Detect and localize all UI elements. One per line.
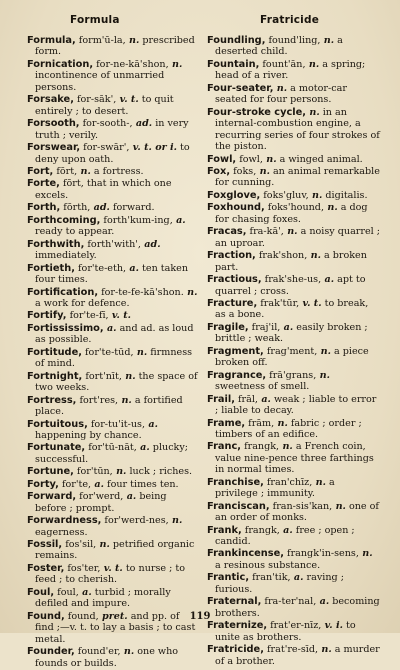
dictionary-entry: [27, 347, 199, 370]
headword: Forty,: [27, 478, 59, 490]
dictionary-entry: [27, 118, 199, 141]
pronunciation: frām,: [245, 417, 275, 429]
dictionary-entry: [27, 419, 199, 442]
headword: Formula,: [27, 35, 76, 46]
headword: Fortification,: [27, 286, 99, 298]
pronunciation: frangk,: [241, 524, 280, 536]
definition: and pp. of find ;—v. t. to lay a basis ; to cast metal.: [35, 610, 196, 645]
dictionary-entry: [207, 394, 380, 417]
headword: Founder,: [27, 646, 75, 658]
part-of-speech: n.: [307, 250, 321, 262]
part-of-speech: v. t.: [299, 297, 322, 309]
dictionary-entry: [27, 587, 199, 610]
headword: Forwardness,: [27, 515, 102, 527]
definition: that in which one excels.: [35, 178, 172, 201]
headword: Forsooth,: [27, 118, 80, 130]
pronunciation: form'ū-la,: [75, 35, 126, 46]
headword: Foundling,: [207, 35, 266, 46]
dictionary-entry: [27, 202, 199, 213]
dictionary-entry: [207, 166, 380, 189]
part-of-speech: a.: [126, 262, 139, 274]
dictionary-entry: [27, 178, 199, 201]
definition: a winged animal.: [276, 153, 363, 165]
pronunciation: fort'res,: [76, 394, 119, 406]
headword: Foster,: [27, 562, 65, 574]
headword: Frank,: [207, 524, 242, 536]
definition: one who founds or builds.: [35, 646, 179, 669]
dictionary-entry: [207, 226, 380, 249]
definition: a broken part.: [215, 250, 367, 273]
part-of-speech: n.: [316, 369, 330, 381]
definition: forward.: [109, 202, 155, 214]
headword: Forward,: [27, 491, 77, 503]
part-of-speech: v. t.: [108, 310, 131, 322]
part-of-speech: n.: [262, 153, 277, 165]
pronunciation: fran-sis'kan,: [269, 500, 333, 512]
part-of-speech: v. t. or i.: [129, 142, 177, 154]
pronunciation: for'te-tūd,: [81, 346, 134, 358]
headword: Fortify,: [27, 310, 67, 322]
headword: Fragrance,: [207, 369, 267, 381]
dictionary-entry: [27, 239, 199, 262]
pronunciation: fraj'il,: [248, 321, 281, 333]
part-of-speech: n.: [96, 539, 110, 551]
headword: Fraction,: [207, 250, 256, 262]
pronunciation: frak'she-us,: [261, 274, 322, 286]
definition: the space of two weeks.: [35, 370, 198, 394]
pronunciation: foul,: [54, 586, 79, 598]
headword: Franchise,: [207, 476, 264, 488]
part-of-speech: n.: [358, 548, 373, 560]
definition: ready to appear.: [35, 226, 115, 238]
definition: free ; open ; candid.: [215, 524, 355, 548]
dictionary-entry: [27, 59, 199, 93]
headword: Fragment,: [207, 345, 264, 357]
pronunciation: fowl,: [236, 153, 263, 165]
headword: Fracas,: [207, 226, 247, 238]
part-of-speech: a.: [280, 321, 294, 333]
pronunciation: for-ne-kā'shon,: [93, 58, 169, 70]
part-of-speech: n.: [121, 370, 136, 382]
headword: Forswear,: [27, 142, 81, 154]
pronunciation: for-swār',: [80, 142, 130, 154]
dictionary-entry: [207, 346, 380, 369]
definition: an animal remarkable for cunning.: [215, 165, 380, 189]
dictionary-entry: [207, 525, 380, 548]
dictionary-entry: [207, 441, 380, 475]
pronunciation: for-sāk',: [73, 94, 117, 106]
headword: Fraternize,: [207, 620, 268, 632]
headword: Fortress,: [27, 394, 77, 406]
definition: luck ; riches.: [126, 466, 193, 478]
left-guide-word: Formula: [70, 14, 120, 26]
headword: Frame,: [207, 417, 246, 429]
headword: Four-stroke cycle,: [207, 106, 307, 118]
dictionary-entry: [27, 263, 199, 286]
definition: one of an order of monks.: [215, 500, 379, 524]
pronunciation: frat're-sīd,: [263, 644, 319, 656]
pronunciation: for'tūn,: [73, 466, 113, 478]
dictionary-entry: [207, 572, 380, 595]
dictionary-entry: [27, 166, 199, 177]
dictionary-entry: [27, 35, 199, 58]
part-of-speech: n.: [318, 644, 332, 656]
headword: Fort,: [27, 165, 54, 177]
dictionary-entry: [207, 59, 380, 82]
dictionary-entry: [27, 491, 199, 514]
definition: weak ; liable to error ; liable to decay.: [215, 393, 377, 417]
part-of-speech: n.: [320, 35, 335, 46]
definition: to quit entirely ; to desert.: [35, 94, 174, 117]
page-number: 119: [189, 611, 211, 622]
headword: Fossil,: [27, 539, 63, 551]
dictionary-entry: [27, 395, 199, 418]
part-of-speech: a.: [290, 572, 304, 584]
definition: turbid ; morally defiled and impure.: [35, 586, 171, 610]
dictionary-entry: [27, 442, 199, 465]
definition: ten taken four times.: [35, 262, 189, 286]
pronunciation: fos'ter,: [64, 562, 101, 574]
dictionary-entry: [207, 154, 380, 165]
part-of-speech: n.: [273, 82, 288, 94]
dictionary-entry: [207, 501, 380, 524]
headword: Foxhound,: [207, 202, 265, 214]
dictionary-entry: [27, 515, 199, 538]
part-of-speech: ad.: [90, 202, 110, 214]
part-of-speech: a.: [172, 214, 186, 226]
headword: Foul,: [27, 586, 55, 598]
definition: apt to quarrel ; cross.: [215, 274, 366, 297]
pronunciation: fra-kā',: [246, 226, 284, 238]
definition: a spring; head of a river.: [215, 58, 366, 82]
part-of-speech: a.: [123, 491, 137, 503]
part-of-speech: a.: [316, 596, 330, 608]
part-of-speech: n.: [279, 441, 293, 453]
definition: a fortified place.: [35, 394, 183, 418]
pronunciation: frangk'in-sens,: [283, 548, 359, 560]
definition: prescribed form.: [35, 35, 195, 58]
dictionary-entry: [27, 310, 199, 321]
pronunciation: for-sooth-,: [79, 118, 133, 130]
definition: to unite as brothers.: [215, 620, 356, 643]
headword: Fragile,: [207, 321, 249, 333]
part-of-speech: n.: [283, 226, 298, 238]
part-of-speech: v. i.: [321, 620, 343, 632]
part-of-speech: n.: [332, 500, 346, 512]
part-of-speech: a.: [103, 322, 117, 334]
pronunciation: for'te-eth,: [74, 262, 127, 274]
headword: Forsake,: [27, 94, 74, 106]
pronunciation: forth'with',: [84, 238, 141, 250]
definition: fabric ; order ; timbers of an edifice.: [215, 417, 362, 440]
definition: a motor-car seated for four persons.: [215, 82, 347, 106]
pronunciation: for'tū-nāt,: [85, 442, 137, 454]
definition: in an internal-combustion engine, a recurring series of four strokes of the piston.: [215, 106, 380, 153]
part-of-speech: ad.: [140, 238, 161, 250]
part-of-speech: ad.: [132, 118, 153, 130]
dictionary-entry: [27, 646, 199, 669]
dictionary-entry: [27, 539, 199, 562]
page-header: [0, 14, 400, 28]
headword: Fornication,: [27, 58, 94, 70]
right-guide-word: Fratricide: [260, 14, 320, 26]
headword: Fractious,: [207, 274, 262, 286]
dictionary-entry: [207, 418, 380, 441]
part-of-speech: v. t.: [116, 94, 139, 106]
headword: Forthwith,: [27, 238, 85, 250]
right-column: [207, 35, 380, 668]
dictionary-entry: [27, 215, 199, 238]
pronunciation: frā'grans,: [266, 369, 317, 381]
part-of-speech: a.: [145, 418, 158, 430]
dictionary-entry: [207, 202, 380, 225]
pronunciation: foks'gluv,: [260, 189, 309, 201]
headword: Fountain,: [207, 58, 260, 70]
dictionary-entry: [207, 548, 380, 571]
definition: being before ; prompt.: [35, 491, 167, 514]
definition: eagerness.: [35, 526, 88, 538]
part-of-speech: v. t.: [100, 562, 123, 574]
part-of-speech: n.: [324, 202, 338, 214]
pronunciation: fount'ān,: [259, 58, 306, 70]
definition: digitalis.: [322, 189, 368, 201]
headword: Fortississimo,: [27, 322, 104, 334]
headword: Fowl,: [207, 153, 237, 165]
headword: Forthcoming,: [27, 214, 101, 226]
definition: becoming brothers.: [215, 596, 380, 619]
pronunciation: for-te-fe-kā'shon.: [98, 286, 184, 298]
definition: a deserted child.: [215, 35, 343, 58]
pronunciation: found'ling,: [265, 35, 321, 46]
part-of-speech: n.: [256, 165, 270, 177]
part-of-speech: a.: [279, 524, 293, 536]
pronunciation: for-tu'it-us,: [87, 418, 146, 430]
headword: Fortunate,: [27, 442, 86, 454]
headword: Forth,: [27, 202, 61, 214]
pronunciation: for'te-fī,: [66, 310, 109, 322]
definition: petrified organic remains.: [35, 539, 195, 562]
dictionary-entry: [207, 644, 380, 667]
pronunciation: foks,: [230, 165, 257, 177]
definition: a work for defence.: [35, 297, 130, 309]
pronunciation: frak'tūr,: [257, 297, 300, 309]
dictionary-entry: [207, 250, 380, 273]
pronunciation: fra-ter'nal,: [261, 596, 317, 608]
definition: immediately.: [35, 250, 97, 262]
part-of-speech: n.: [77, 165, 91, 177]
pronunciation: forth'kum-ing,: [100, 214, 173, 226]
part-of-speech: n.: [133, 346, 148, 358]
dictionary-entry: [27, 466, 199, 477]
headword: Frail,: [207, 393, 235, 405]
pronunciation: fōrt,: [53, 165, 78, 177]
definition: easily broken ; brittle ; weak.: [215, 321, 368, 345]
part-of-speech: a.: [91, 478, 104, 490]
pronunciation: fōrt,: [59, 178, 84, 190]
dictionary-entry: [27, 323, 199, 346]
definition: to break, as a bone.: [215, 297, 369, 321]
pronunciation: for'werd,: [76, 491, 124, 503]
dictionary-entry: [207, 190, 380, 201]
definition: a French coin, value nine-pence three farthings in normal times.: [215, 441, 374, 476]
pronunciation: fran'tik,: [249, 572, 291, 584]
dictionary-entry: [207, 83, 380, 106]
pronunciation: fran'chīz,: [263, 476, 313, 488]
pronunciation: found,: [64, 610, 99, 622]
part-of-speech: n.: [125, 35, 140, 46]
definition: a privilege ; immunity.: [215, 476, 335, 500]
headword: Fortuitous,: [27, 418, 88, 430]
pronunciation: fos'sil,: [62, 539, 97, 551]
part-of-speech: n.: [120, 646, 135, 658]
pronunciation: found'er,: [74, 646, 121, 658]
pronunciation: frangk,: [241, 441, 280, 453]
definition: to nurse ; to feed ; to cherish.: [35, 562, 186, 586]
definition: plucky; successful.: [35, 442, 189, 465]
dictionary-entry: [27, 94, 199, 117]
definition: a dog for chasing foxes.: [215, 202, 368, 225]
part-of-speech: n.: [168, 515, 183, 527]
definition: in very truth ; verily.: [35, 118, 189, 141]
dictionary-entry: [27, 371, 199, 394]
part-of-speech: a.: [136, 442, 150, 454]
headword: Franciscan,: [207, 500, 270, 512]
dictionary-entry: [207, 370, 380, 393]
definition: firmness of mind.: [35, 346, 193, 370]
pronunciation: for'te,: [58, 478, 92, 490]
pronunciation: for'werd-nes,: [101, 515, 169, 527]
definition: a piece broken off.: [215, 345, 369, 369]
headword: Fortitude,: [27, 346, 82, 358]
headword: Frantic,: [207, 572, 250, 584]
part-of-speech: a.: [78, 586, 92, 598]
pronunciation: fōrth,: [60, 202, 91, 214]
dictionary-entry: [27, 563, 199, 586]
part-of-speech: n.: [305, 58, 320, 70]
definition: incontinence of unmarried persons.: [35, 70, 165, 93]
headword: Fortune,: [27, 466, 74, 478]
part-of-speech: n.: [112, 466, 127, 478]
headword: Found,: [27, 610, 65, 622]
headword: Fratricide,: [207, 644, 264, 656]
pronunciation: fort'nīt,: [82, 370, 122, 382]
definition: and ad. as loud as possible.: [35, 322, 194, 346]
dictionary-entry: [207, 620, 380, 643]
part-of-speech: a.: [321, 274, 335, 286]
definition: four times ten.: [103, 478, 179, 490]
left-column: [27, 35, 199, 670]
part-of-speech: a.: [257, 393, 271, 405]
part-of-speech: n.: [306, 106, 320, 118]
part-of-speech: n.: [168, 58, 183, 70]
part-of-speech: n.: [274, 417, 288, 429]
definition: a resinous substance.: [215, 559, 321, 571]
dictionary-entry: [207, 274, 380, 297]
definition: raving ; furious.: [215, 572, 344, 595]
dictionary-entry: [207, 298, 380, 321]
pronunciation: frak'shon,: [255, 250, 308, 262]
headword: Fortieth,: [27, 262, 75, 274]
dictionary-entry: [207, 107, 380, 153]
headword: Frankincense,: [207, 548, 284, 560]
headword: Four-seater,: [207, 82, 274, 94]
part-of-speech: pret.: [98, 610, 128, 622]
dictionary-entry: [207, 477, 380, 500]
pronunciation: frāl,: [234, 393, 258, 405]
headword: Fraternal,: [207, 596, 262, 608]
definition: to deny upon oath.: [35, 142, 190, 165]
dictionary-entry: [27, 287, 199, 310]
dictionary-entry: [27, 142, 199, 165]
headword: Fortnight,: [27, 370, 83, 382]
headword: Franc,: [207, 441, 242, 453]
definition: happening by chance.: [35, 429, 142, 441]
pronunciation: foks'hound,: [264, 202, 324, 214]
dictionary-entry: [207, 322, 380, 345]
pronunciation: frag'ment,: [263, 345, 318, 357]
part-of-speech: n.: [312, 476, 326, 488]
pronunciation: frat'er-nīz,: [267, 620, 322, 632]
headword: Foxglove,: [207, 189, 261, 201]
definition: sweetness of smell.: [215, 381, 310, 393]
part-of-speech: n.: [183, 286, 198, 298]
headword: Forte,: [27, 178, 60, 190]
definition: a fortress.: [90, 165, 144, 177]
definition: a noisy quarrel ; an uproar.: [215, 226, 380, 249]
dictionary-entry: [27, 479, 199, 490]
headword: Fox,: [207, 165, 231, 177]
part-of-speech: n.: [118, 394, 132, 406]
headword: Fracture,: [207, 297, 258, 309]
part-of-speech: n.: [317, 345, 331, 357]
dictionary-entry: [207, 35, 380, 58]
part-of-speech: n.: [308, 189, 323, 201]
definition: a murder of a brother.: [215, 644, 380, 667]
